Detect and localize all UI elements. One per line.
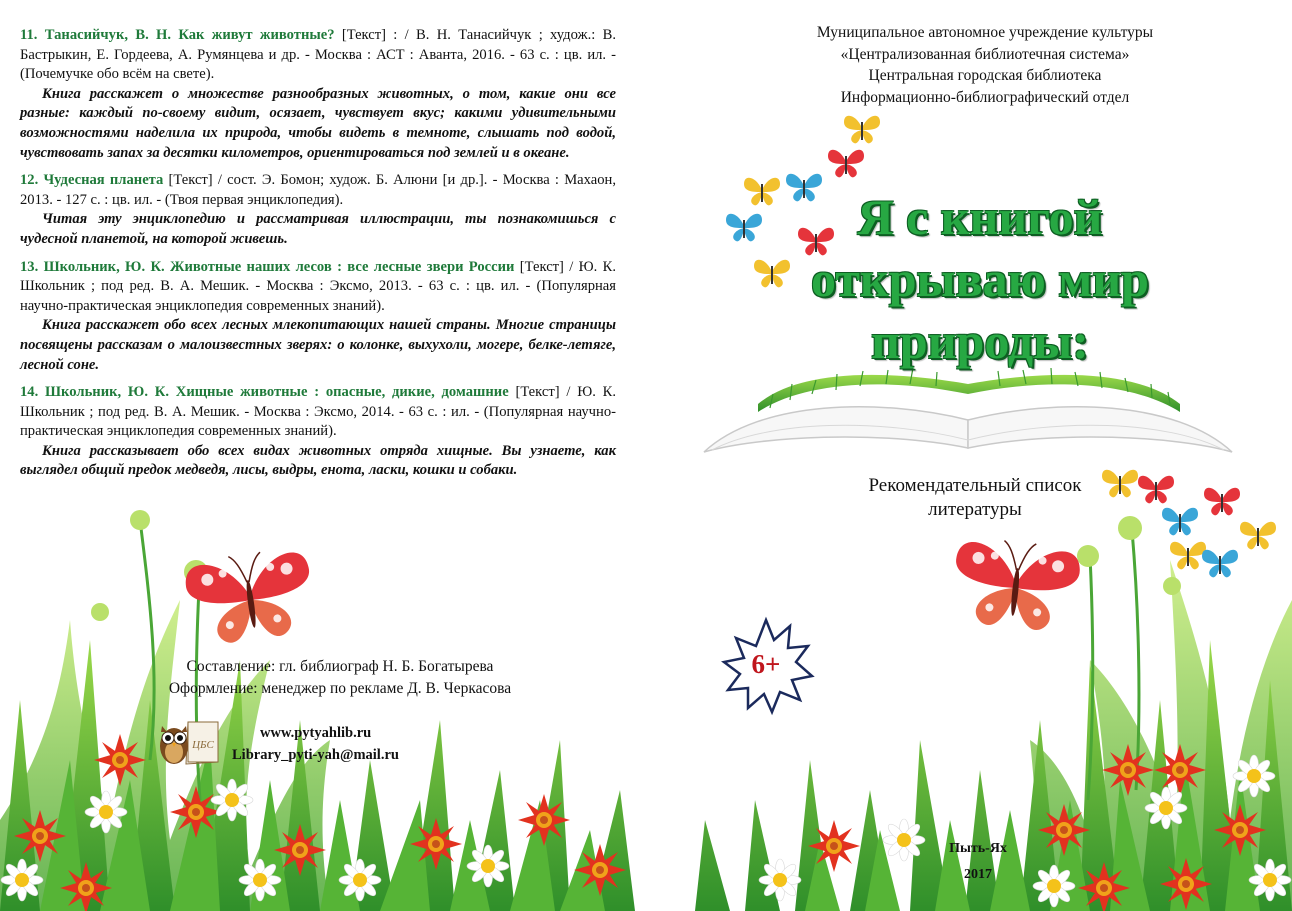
credits-compiled: Составление: гл. библиограф Н. Б. Богатырева bbox=[186, 658, 494, 675]
entry-annotation: Книга расскажет обо всех лесных млекопитающих нашей страны. Многие страницы посвящены рассказам о малоизвестных зверях: о колонке, выхухоли, могере, белке-летяге, лесной соне. bbox=[20, 317, 616, 373]
credits-designed: Оформление: менеджер по рекламе Д. В. Черкасова bbox=[168, 680, 512, 697]
organization-header bbox=[720, 22, 1250, 108]
entry-reference bbox=[20, 383, 616, 442]
age-rating: 6+ bbox=[751, 649, 781, 679]
entry-annotation: Читая эту энциклопедию и рассматривая иллюстрации, ты познакомишься с чудесной планетой, на которой живешь. bbox=[20, 211, 616, 247]
organization-line: Центральная городская библиотека bbox=[868, 67, 1102, 84]
city-name: Пыть-Ях bbox=[949, 841, 1007, 856]
entry-annotation: Книга рассказывает обо всех видах животных отряда хищные. Вы узнаете, как выглядел общий предок медведя, лисы, выдры, енота, ласки, кошки и собаки. bbox=[20, 442, 616, 479]
organization-line: Муниципальное автономное учреждение культуры bbox=[816, 24, 1154, 41]
entry-title bbox=[20, 172, 163, 188]
entry-title bbox=[20, 384, 509, 400]
entry-details: [Текст] : / В. Н. Танасийчук ; худож.: В. Бастрыкин, Е. Гордеева, А. Румянцева и др. - Москва : АСТ : Аванта, 2016. - 63 с. : цв. ил. - (Почемучке обо всём на свете). bbox=[20, 27, 617, 83]
open-book-illustration bbox=[704, 368, 1232, 452]
entry-title-text: Школьник, Ю. К. Хищные животные : опасные, дикие, домашние bbox=[45, 384, 509, 401]
entry-title bbox=[20, 27, 335, 43]
entry-reference bbox=[20, 258, 616, 317]
entry-number: 13. bbox=[20, 258, 39, 275]
cover-title-line: открываю мир bbox=[811, 251, 1149, 307]
organization-line: «Централизованная библиотечная система» bbox=[840, 45, 1130, 63]
entry-details: [Текст] / Ю. К. Школьник ; под ред. В. А. Мешик. - Москва : Эксмо, 2014. - 63 с. : ил. - (Популярная научно-практическая энциклопедия современных знаний). bbox=[20, 384, 617, 440]
list-item bbox=[20, 171, 616, 249]
logo-letters: ЦБС bbox=[192, 739, 214, 751]
entry-details: [Текст] / Ю. К. Школьник ; под ред. В. А. Мешик. - Москва : Эксмо, 2013. - 63 с. : цв. ил. - (Популярная научно-практическая энциклопедия современных знаний). bbox=[20, 258, 617, 314]
cover-title-line: Я с книгой bbox=[857, 189, 1103, 245]
entry-number: 11. bbox=[20, 27, 38, 43]
website-link[interactable]: www.pytyahlib.ru bbox=[260, 725, 372, 741]
cover-title-line: природы: bbox=[871, 313, 1089, 369]
entry-title-text: Чудесная планета bbox=[43, 172, 164, 189]
cover-subtitle: Рекомендательный список литературы bbox=[868, 475, 1082, 520]
entry-number: 14. bbox=[20, 384, 39, 401]
list-item bbox=[20, 258, 616, 376]
entry-number: 12. bbox=[20, 172, 39, 189]
entry-title-text: Школьник, Ю. К. Животные наших лесов : все лесные звери России bbox=[43, 258, 515, 275]
cover-title bbox=[720, 186, 1240, 372]
email-link[interactable]: Library_pyti-yah@mail.ru bbox=[232, 747, 399, 763]
entry-title-text: Танасийчук, В. Н. Как живут животные? bbox=[44, 27, 335, 43]
credits bbox=[110, 656, 570, 700]
publication-place bbox=[928, 836, 1028, 888]
list-item bbox=[20, 26, 616, 163]
bibliography-list bbox=[20, 26, 616, 489]
contacts bbox=[232, 722, 462, 766]
entry-reference bbox=[20, 26, 616, 85]
entry-title bbox=[20, 259, 514, 275]
entry-details: [Текст] / сост. Э. Бомон; худож. Б. Алюни [и др.]. - Москва : Махаон, 2013. - 127 с. : цв. ил. - (Твоя первая энциклопедия). bbox=[20, 172, 616, 208]
publication-year: 2017 bbox=[964, 867, 992, 882]
owl-logo-icon bbox=[158, 716, 220, 770]
entry-reference bbox=[20, 171, 616, 210]
organization-line: Информационно-библиографический отдел bbox=[840, 88, 1130, 106]
entry-annotation: Книга расскажет о множестве разнообразных животных, о том, какие они все разные: каждый по-своему видит, осязает, чувствует вкус; какими удивительными возможностями наделила их природа, чтобы видеть в темноте, слышать под водой, чувствовать запах за десятки километров, ориентироваться под землей и в океане. bbox=[20, 85, 616, 161]
grass-meadow-left bbox=[0, 510, 635, 911]
list-item bbox=[20, 383, 616, 481]
